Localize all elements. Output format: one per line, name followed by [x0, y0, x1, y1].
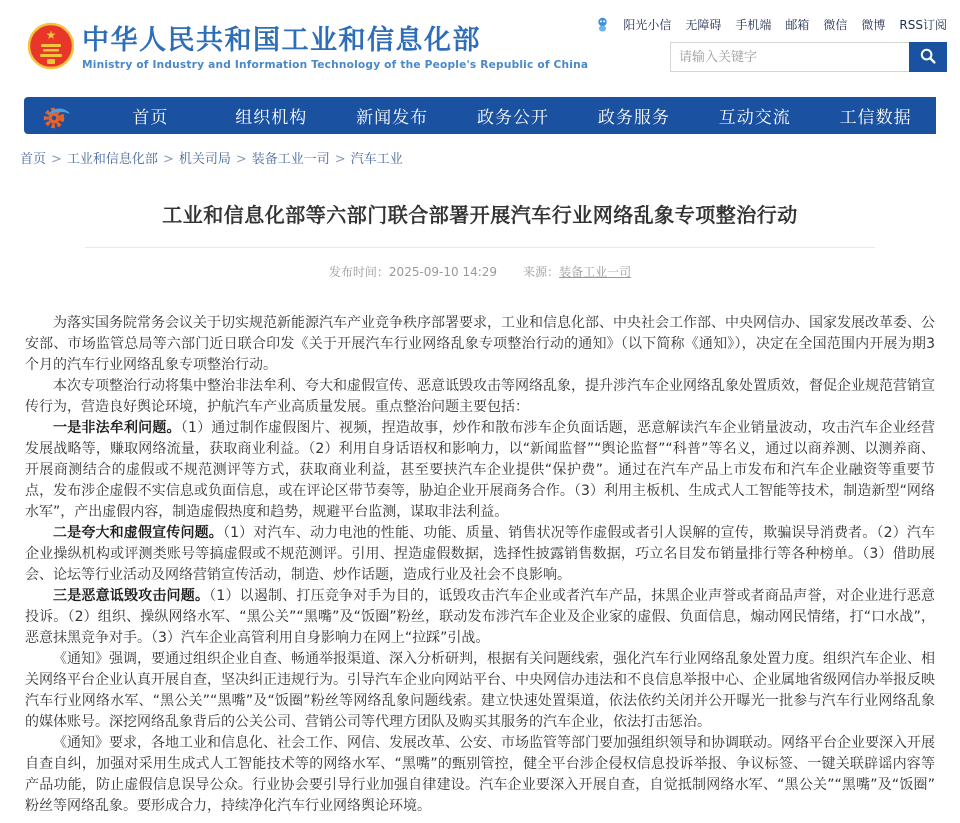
- nav-item-3[interactable]: 新闻发布: [356, 108, 429, 128]
- paragraph-text: 《通知》要求，各地工业和信息化、社会工作、网信、发展改革、公安、市场监管等部门要加强组织领导和协调联动。网络平台企业要深入开展自查自纠，加强对采用生成式人工智能技术等的网络水军、“黑嘴”的甄别管控，健全平台涉企侵权信息投诉举报、争议标签、一键关联辟谣内容等产品功能，防止虚假信息误导公众。行业协会要引导行业加强自律建设。汽车企业要深入开展自查，自觉抵制网络水军、“黑公关”“黑嘴”及“饭圈”粉丝等网络乱象。要形成合力，持续净化汽车行业网络舆论环境。: [25, 735, 935, 814]
- breadcrumb-item-1[interactable]: 首页: [20, 152, 47, 167]
- breadcrumb: [20, 148, 960, 167]
- ministry-name-en: Ministry of Industry and Information Technology of the People's Republic of China: [82, 58, 589, 71]
- article-paragraph-7: [25, 733, 935, 817]
- article: [0, 199, 960, 817]
- search-button[interactable]: [909, 42, 947, 72]
- article-paragraph-1: [25, 313, 935, 376]
- svg-text:★: ★: [45, 28, 57, 42]
- title-divider: [85, 247, 875, 248]
- site-brand: [82, 26, 588, 71]
- search-icon: [919, 47, 937, 68]
- paragraph-text: 《通知》强调，要通过组织企业自查、畅通举报渠道、深入分析研判，根据有关问题线索，强化汽车行业网络乱象处置力度。组织汽车企业、相关网络平台企业认真开展自查，坚决纠正违规行为。引导汽车企业向网站平台、中央网信办违法和不良信息举报中心、企业属地省级网信办举报反映汽车行业网络水军、“黑公关”“黑嘴”及“饭圈”粉丝等网络乱象问题线索。建立快速处置渠道，依法依约关闭并公开曝光一批参与汽车行业网络乱象的媒体账号。深挖网络乱象背后的公关公司、营销公司等代理方团队及购买其服务的汽车企业，依法打击惩治。: [25, 651, 935, 730]
- article-paragraph-2: [25, 376, 935, 418]
- miit-gear-logo-icon[interactable]: [24, 101, 90, 131]
- paragraph-text: 本次专项整治行动将集中整治非法牟利、夸大和虚假宣传、恶意诋毁攻击等网络乱象，提升涉汽车企业网络乱象处置质效，督促企业规范营销宣传行为，营造良好舆论环境，护航汽车产业高质量发展。重点整治问题主要包括：: [25, 378, 935, 415]
- article-paragraph-3: [25, 418, 935, 523]
- nav-item-2[interactable]: 组织机构: [235, 108, 308, 128]
- article-paragraph-4: [25, 523, 935, 586]
- paragraph-text: （1）以遏制、打压竞争对手为目的，诋毁攻击汽车企业或者汽车产品，抹黑企业声誉或者商品声誉，对企业进行恶意投诉。（2）组织、操纵网络水军、“黑公关”“黑嘴”及“饭圈”粉丝，联动发布涉汽车企业及企业家的虚假、负面信息，煽动网民情绪，打“口水战”，恶意抹黑竞争对手。（3）汽车企业高管利用自身影响力在网上“拉踩”引战。: [25, 588, 936, 646]
- quick-link-6[interactable]: 微博: [861, 18, 886, 32]
- breadcrumb-separator: >: [162, 152, 174, 167]
- article-paragraph-6: [25, 649, 935, 733]
- article-body: [25, 313, 935, 817]
- breadcrumb-separator: >: [334, 152, 346, 167]
- nav-item-6[interactable]: 互动交流: [718, 108, 791, 128]
- publish-time-value: 2025-09-10 14:29: [388, 265, 498, 279]
- ministry-name-cn: 中华人民共和国工业和信息化部: [82, 25, 481, 56]
- search-bar: [670, 42, 947, 72]
- paragraph-lead: 一是非法牟利问题。: [53, 420, 181, 436]
- quick-links: [596, 16, 947, 33]
- paragraph-text: （1）通过制作虚假图片、视频，捏造故事，炒作和散布涉车企负面话题，恶意解读汽车企业销量波动，攻击汽车企业经营发展战略等，赚取网络流量，获取商业利益。（2）利用自身话语权和影响力，以“新闻监督”“舆论监督”“科普”等名义，通过以商养测、以测养商、开展商测结合的虚假或不规范测评等方式，获取商业利益，甚至要挟汽车企业提供“保护费”。通过在汽车产品上市发布和汽车企业融资等重要节点，发布涉企虚假不实信息或负面信息，或在评论区带节奏等，胁迫企业开展商务合作。（3）利用主板机、生成式人工智能等技术，制造新型“网络水军”，产出虚假内容，制造虚假热度和趋势，规避平台监测，谋取非法利益。: [25, 420, 936, 520]
- source-label: 来源：: [523, 265, 560, 279]
- paragraph-text: （1）对汽车、动力电池的性能、功能、质量、销售状况等作虚假或者引人误解的宣传，欺骗误导消费者。（2）汽车企业操纵机构或评测类账号等搞虚假或不规范测评。引用、捏造虚假数据，选择性披露销售数据，巧立名目发布销量排行等各种榜单。（3）借助展会、论坛等行业活动及网络营销宣传活动，制造、炒作话题，造成行业及社会不良影响。: [25, 525, 936, 583]
- nav-item-5[interactable]: 政务服务: [597, 108, 670, 128]
- paragraph-text: 为落实国务院常务会议关于切实规范新能源汽车产业竞争秩序部署要求，工业和信息化部、中央社会工作部、中央网信办、国家发展改革委、公安部、市场监管总局等六部门近日联合印发《关于开展汽车行业网络乱象专项整治行动的通知》（以下简称《通知》），决定在全国范围内开展为期3个月的汽车行业网络乱象专项整治行动。: [25, 315, 935, 373]
- breadcrumb-item-5[interactable]: 汽车工业: [350, 152, 403, 167]
- breadcrumb-separator: >: [51, 152, 62, 167]
- paragraph-lead: 二是夸大和虚假宣传问题。: [53, 525, 223, 541]
- page-title: 工业和信息化部等六部门联合部署开展汽车行业网络乱象专项整治行动: [162, 203, 798, 227]
- main-nav: [24, 97, 936, 134]
- site-header: [0, 0, 960, 97]
- nav-item-1[interactable]: 首页: [132, 108, 169, 128]
- nav-item-4[interactable]: 政务公开: [477, 108, 549, 128]
- quick-link-2[interactable]: 无障碍: [685, 18, 722, 32]
- breadcrumb-item-4[interactable]: 装备工业一司: [251, 152, 330, 167]
- national-emblem-icon: [28, 20, 74, 72]
- quick-link-5[interactable]: 微信: [823, 18, 848, 32]
- quick-link-3[interactable]: 手机端: [735, 18, 772, 32]
- article-paragraph-5: [25, 586, 935, 649]
- quick-link-4[interactable]: 邮箱: [785, 18, 810, 32]
- quick-link-1[interactable]: 阳光小信: [623, 18, 672, 32]
- breadcrumb-item-2[interactable]: 工业和信息化部: [66, 152, 158, 167]
- article-meta: [0, 263, 960, 280]
- sunshine-mascot-icon: [596, 17, 609, 32]
- nav-item-7[interactable]: 工信数据: [839, 108, 912, 128]
- publish-time-label: 发布时间：: [328, 265, 389, 279]
- search-input[interactable]: [670, 42, 909, 72]
- breadcrumb-item-3[interactable]: 机关司局: [178, 152, 231, 167]
- quick-link-7[interactable]: RSS订阅: [899, 18, 947, 32]
- paragraph-lead: 三是恶意诋毁攻击问题。: [53, 588, 210, 604]
- source-link[interactable]: 装备工业一司: [559, 265, 632, 279]
- breadcrumb-separator: >: [235, 152, 247, 167]
